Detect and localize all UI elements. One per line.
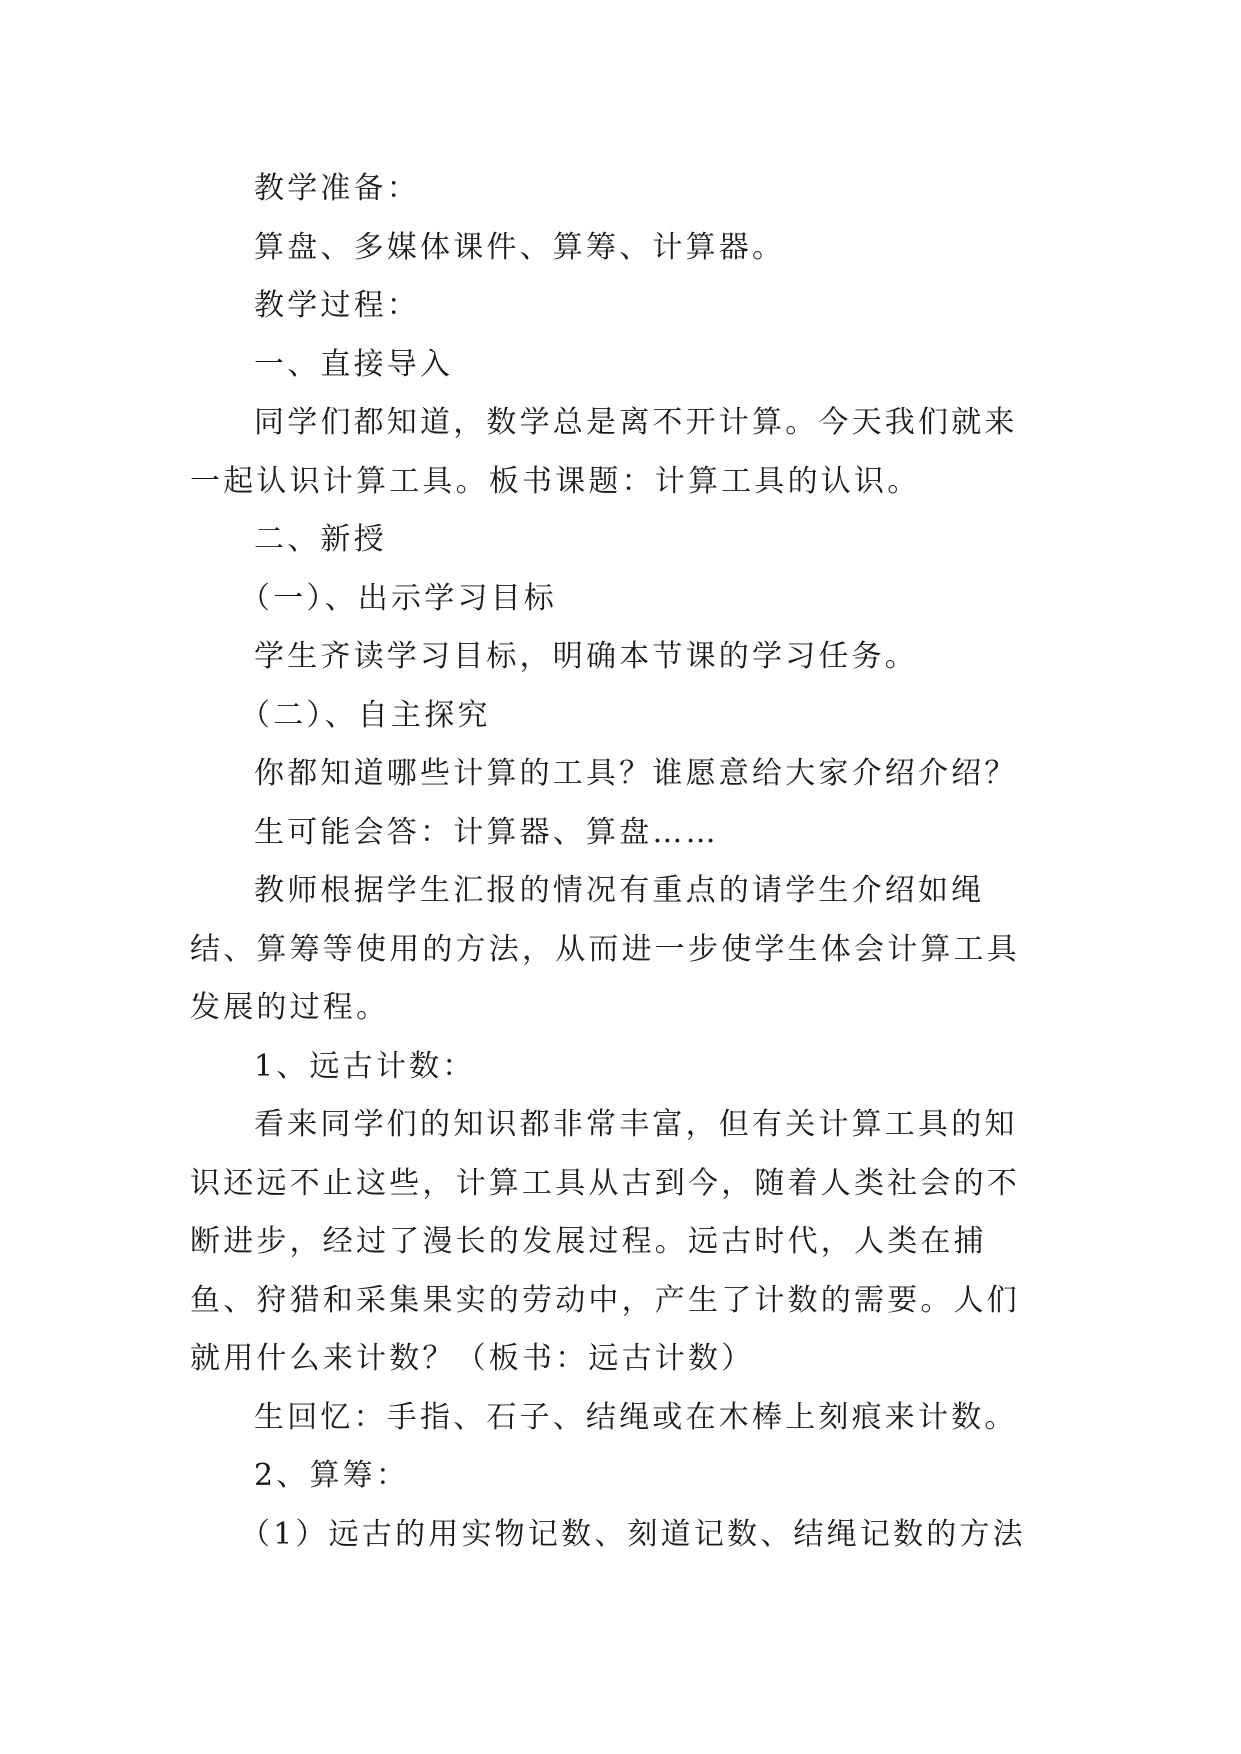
item-heading-counting-rods: 2、算筹： — [254, 1458, 410, 1493]
paragraph-student-recall: 生回忆：手指、石子、结绳或在木棒上刻痕来计数。 — [254, 1399, 1018, 1435]
paragraph-question: 你都知道哪些计算的工具？谁愿意给大家介绍介绍？ — [254, 756, 1018, 791]
item-heading-ancient-counting: 1、远古计数： — [254, 1048, 476, 1084]
section-heading-new-lesson: 二、新授 — [254, 522, 387, 557]
paragraph-counting-methods: （1）远古的用实物记数、刻道记数、结绳记数的方法 — [240, 1516, 1026, 1552]
paragraph-ancient-counting: 看来同学们的知识都非常丰富，但有关计算工具的知识还远不止这些，计算工具从古到今，随着人类社会的不断进步，经过了漫长的发展过程。远古时代，人类在捕鱼、狩猎和采集果实的劳动中，产生了计数的需要。人们就用什么来计数？（板书：远古计数） — [190, 1107, 1020, 1376]
paragraph-student-answer: 生可能会答：计算器、算盘…… — [254, 814, 719, 850]
subsection-heading-objectives: （一）、出示学习目标 — [240, 580, 557, 616]
heading-teaching-preparation: 教学准备： — [254, 171, 420, 206]
paragraph-intro: 同学们都知道，数学总是离不开计算。今天我们就来一起认识计算工具。板书课题：计算工具的认识。 — [190, 405, 1018, 499]
paragraph-teacher-guidance: 教师根据学生汇报的情况有重点的请学生介绍如绳结、算筹等使用的方法，从而进一步使学生体会计算工具发展的过程。 — [190, 873, 1020, 1025]
paragraph-objectives: 学生齐读学习目标，明确本节课的学习任务。 — [254, 639, 918, 674]
heading-teaching-process: 教学过程： — [254, 288, 420, 323]
subsection-heading-self-exploration: （二）、自主探究 — [240, 697, 491, 733]
section-heading-direct-intro: 一、直接导入 — [254, 346, 454, 382]
document-body — [190, 160, 1050, 1564]
paragraph-materials: 算盘、多媒体课件、算筹、计算器。 — [254, 229, 786, 265]
